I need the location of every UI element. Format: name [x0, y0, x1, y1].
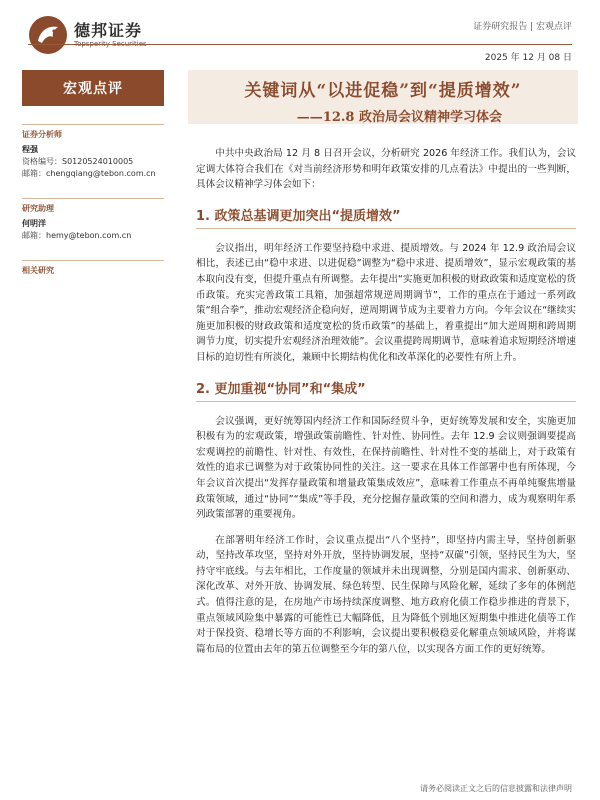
intro-paragraph: 中共中央政治局 12 月 8 日召开会议，分析研究 2026 年经济工作。我们认为，会议定调大体符合我们在《对当前经济形势和明年政策安排的几点看法》中提出的一些判断，具体会议精神学习体会如下： [196, 148, 576, 191]
disclaimer-footer: 请务必阅读正文之后的信息披露和法律声明 [420, 784, 572, 793]
report-subtitle: ——12.8 政治局会议精神学习体会 [296, 110, 502, 125]
analyst-name: 程强 [22, 145, 38, 154]
doc-type-label: 证券研究报告 | 宏观点评 [473, 22, 572, 32]
category-banner: 宏观点评 [22, 70, 164, 106]
tiger-logo-icon [28, 15, 68, 55]
assistant-name: 何明洋 [22, 219, 46, 228]
logo-name-cn: 德邦证券 [74, 20, 143, 40]
section-1-paragraph: 会议指出，明年经济工作要坚持稳中求进、提质增效。与 2024 年 12.9 政治局会议相比，表述已由“稳中求进、以进促稳”调整为“稳中求进、提质增效”，显示宏观政策的基本取向没有变，但提升重点有所调整。去年提出“实施更加积极的财政政策和适度宽松的货币政策。充实完善政策工具箱，加强超常规逆周期调节”，工作的重点在于通过一系列政策“组合拳”，推动宏观经济企稳向好，逆周期调节成为主要着力方向。今年会议在“继续实施更加积极的财政政策和适度宽松的货币政策”的基础上，着重提出“加大逆周期和跨周期调节力度，切实提升宏观经济治理效能”。会议重提跨周期调节，意味着追求短期经济增速目标的迫切性有所淡化，兼顾中长期结构优化和改革深化的必要性有所上升。 [196, 242, 576, 363]
analyst-section [22, 124, 164, 180]
section-2-paragraph-1: 会议强调，更好统筹国内经济工作和国际经贸斗争，更好统筹发展和安全，实施更加积极有为的宏观政策，增强政策前瞻性、针对性、协同性。去年 12.9 会议则强调要提高宏观调控的前瞻性、针对性、有效性，在保持前瞻性、针对性不变的基础上，对于政策有效性的追求已调整为对于政策协同性的关注。这一要求在具体工作部署中也有所体现，今年会议首次提出“发挥存量政策和增量政策集成效应”，意味着工作重点不再单纯聚焦增量政策领域，通过“协同”“集成”等手段，充分挖掘存量政策的空间和潜力，成为观察明年系列政策部署的重要视角。 [196, 415, 576, 521]
related-section [22, 260, 164, 276]
related-heading: 相关研究 [22, 266, 54, 275]
sidebar [22, 70, 164, 276]
analyst-cert: 资格编号：S0120524010005 [22, 157, 134, 166]
assistant-email[interactable]: 邮箱：hemy@tebon.com.cn [22, 231, 132, 240]
title-box [188, 70, 578, 124]
section-2-paragraph-2: 在部署明年经济工作时，会议重点提出“八个坚持”，即坚持内需主导，坚持创新驱动，坚持改革攻坚，坚持对外开放，坚持协调发展，坚持“双碳”引领，坚持民生为大，坚持守牢底线。与去年相比，工作度量的领域并未出现调整，分别是国内需求、创新驱动、深化改革、对外开放、协调发展、绿色转型、民生保障与风险化解，延续了多年的体例范式。值得注意的是，在房地产市场持续深度调整、地方政府化债工作稳步推进的背景下，重点领域风险集中暴露的可能性已大幅降低，且为降低个别地区短期集中推进化债等工作对于保投资、稳增长等方面的不利影响，会议提出要积极稳妥化解重点领域风险，并将谋篇布局的位置由去年的第五位调整至今年的第八位，以实现各方面工作的更好统筹。 [196, 534, 576, 655]
assistant-section [22, 198, 164, 242]
section-2-heading: 2. 更加重视“协同”和“集成” [196, 378, 576, 402]
section-1-heading: 1. 政策总基调更加突出“提质增效” [196, 205, 576, 229]
report-body [196, 146, 576, 657]
report-date: 2025 年 12 月 08 日 [484, 53, 572, 63]
assistant-heading: 研究助理 [22, 204, 54, 213]
analyst-heading: 证券分析师 [22, 130, 62, 139]
analyst-email[interactable]: 邮箱：chengqiang@tebon.com.cn [22, 169, 156, 178]
company-logo [28, 15, 147, 55]
header-divider [28, 44, 572, 45]
report-title: 关键词从“以进促稳”到“提质增效” [244, 81, 522, 101]
